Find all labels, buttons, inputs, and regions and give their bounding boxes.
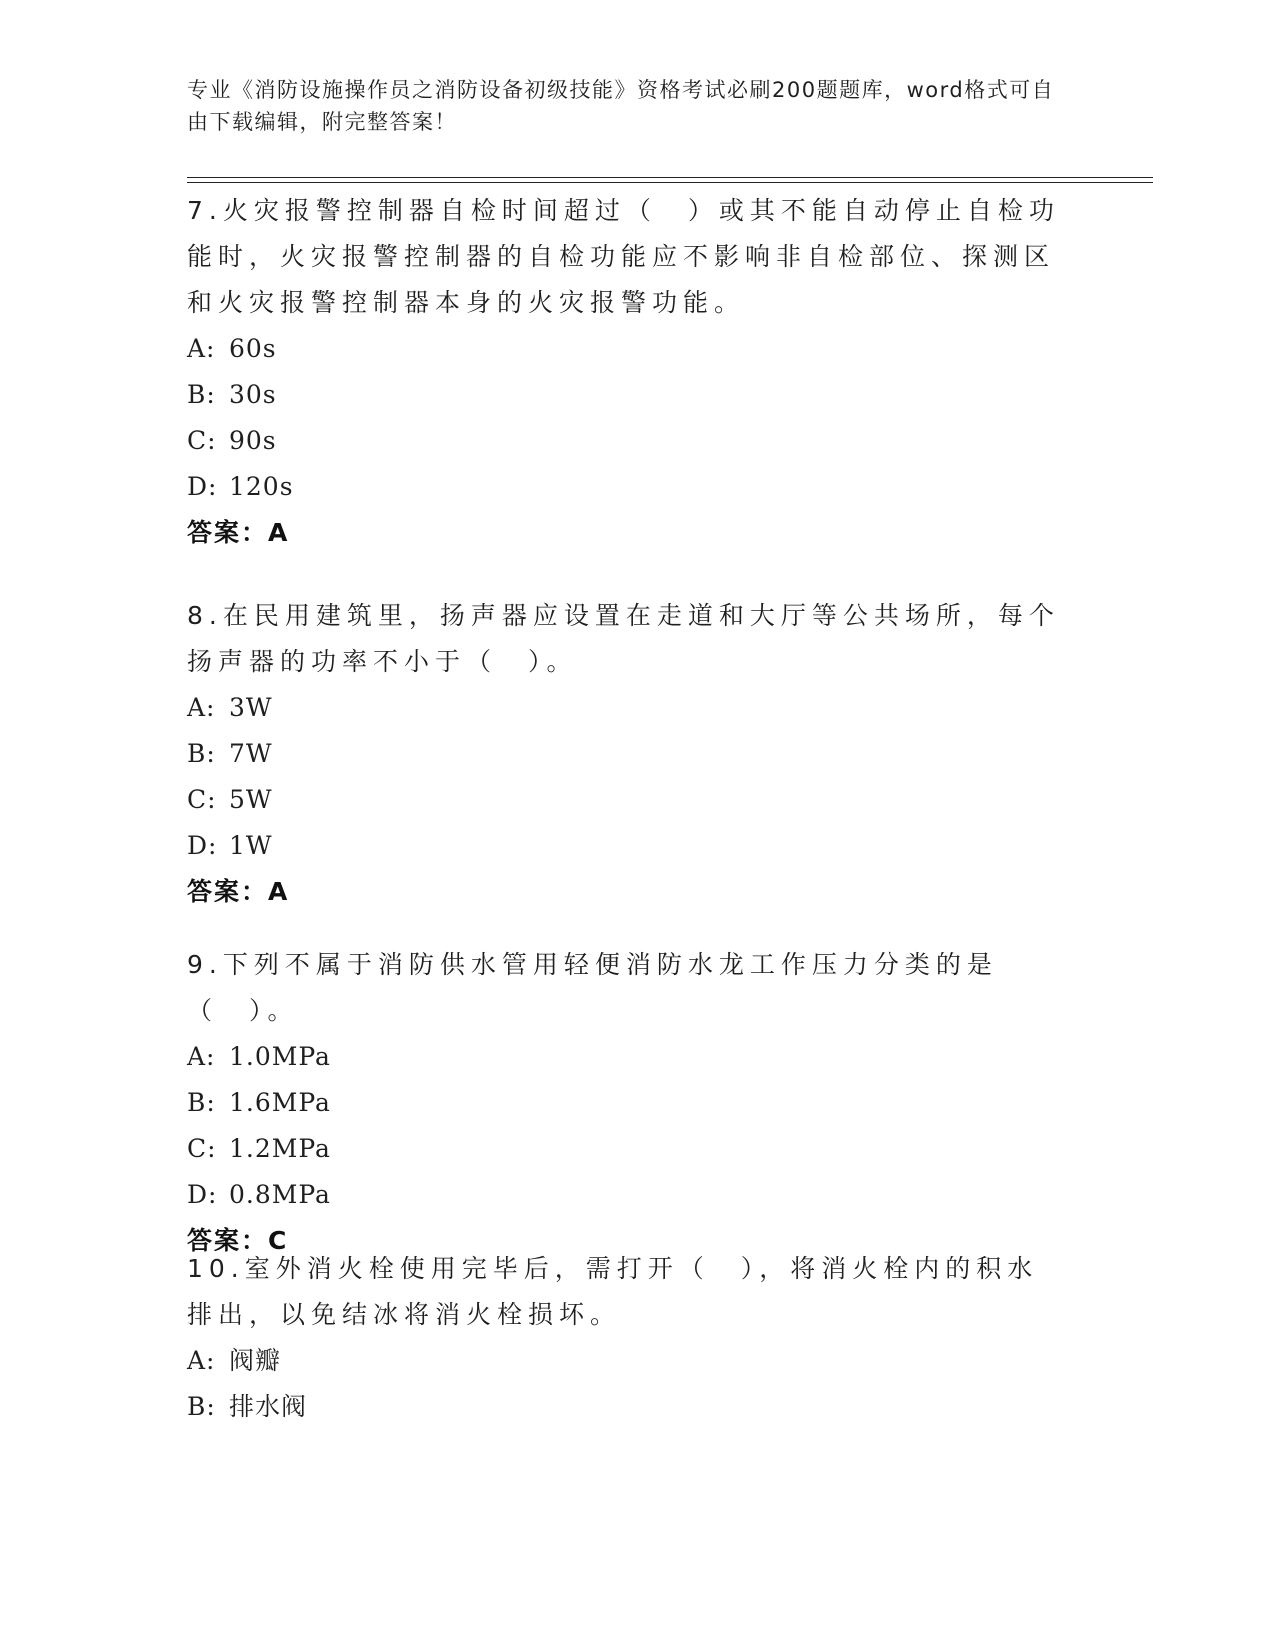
option-text: 1.6MPa [229, 1088, 331, 1117]
question-7 [187, 188, 1067, 556]
option-b [187, 1384, 1067, 1430]
option-a [187, 1338, 1067, 1384]
option-d [187, 464, 1067, 510]
option-d [187, 1172, 1067, 1218]
option-letter: A: [187, 334, 216, 363]
question-9 [187, 942, 1067, 1264]
option-a [187, 685, 1067, 731]
option-letter: B: [187, 1088, 216, 1117]
option-text: 60s [229, 334, 277, 363]
answer-line: 答案：A [187, 877, 290, 906]
answer-line: 答案：C [187, 1226, 289, 1255]
option-text: 3W [229, 693, 273, 722]
question-stem: 7.火灾报警控制器自检时间超过（ ）或其不能自动停止自检功能时，火灾报警控制器的自检功能应不影响非自检部位、探测区和火灾报警控制器本身的火灾报警功能。 [187, 196, 1060, 317]
option-a [187, 1034, 1067, 1080]
answer-line: 答案：A [187, 518, 290, 547]
option-text: 1.0MPa [229, 1042, 331, 1071]
option-letter: B: [187, 380, 216, 409]
option-text: 排水阀 [229, 1392, 308, 1421]
option-text: 90s [229, 426, 277, 455]
option-text: 1W [229, 831, 273, 860]
option-letter: D: [187, 472, 218, 501]
option-letter: C: [187, 426, 217, 455]
option-text: 0.8MPa [229, 1180, 331, 1209]
option-letter: A: [187, 1346, 216, 1375]
option-b [187, 1080, 1067, 1126]
document-header: 专业《消防设施操作员之消防设备初级技能》资格考试必刷200题题库，word格式可自由下载编辑，附完整答案！ [187, 78, 1055, 134]
header-divider-bottom [187, 182, 1153, 183]
option-c [187, 777, 1067, 823]
option-letter: C: [187, 1134, 217, 1163]
option-text: 30s [229, 380, 277, 409]
option-text: 1.2MPa [229, 1134, 331, 1163]
option-letter: B: [187, 1392, 216, 1421]
question-8 [187, 593, 1067, 915]
question-stem: 9.下列不属于消防供水管用轻便消防水龙工作压力分类的是（ ）。 [187, 950, 998, 1025]
option-letter: B: [187, 739, 216, 768]
option-letter: A: [187, 693, 216, 722]
option-d [187, 823, 1067, 869]
header-divider-top [187, 177, 1153, 178]
option-letter: C: [187, 785, 217, 814]
question-stem: 8.在民用建筑里，扬声器应设置在走道和大厅等公共场所，每个扬声器的功率不小于（ ）。 [187, 601, 1060, 676]
option-a [187, 326, 1067, 372]
option-text: 7W [229, 739, 273, 768]
option-c [187, 1126, 1067, 1172]
option-letter: D: [187, 1180, 218, 1209]
question-10 [187, 1246, 1067, 1430]
question-stem: 10.室外消火栓使用完毕后，需打开（ ），将消火栓内的积水排出，以免结冰将消火栓损坏。 [187, 1254, 1039, 1329]
option-text: 5W [229, 785, 273, 814]
option-text: 阀瓣 [229, 1346, 282, 1375]
option-b [187, 372, 1067, 418]
option-b [187, 731, 1067, 777]
option-c [187, 418, 1067, 464]
option-letter: A: [187, 1042, 216, 1071]
option-text: 120s [229, 472, 294, 501]
option-letter: D: [187, 831, 218, 860]
